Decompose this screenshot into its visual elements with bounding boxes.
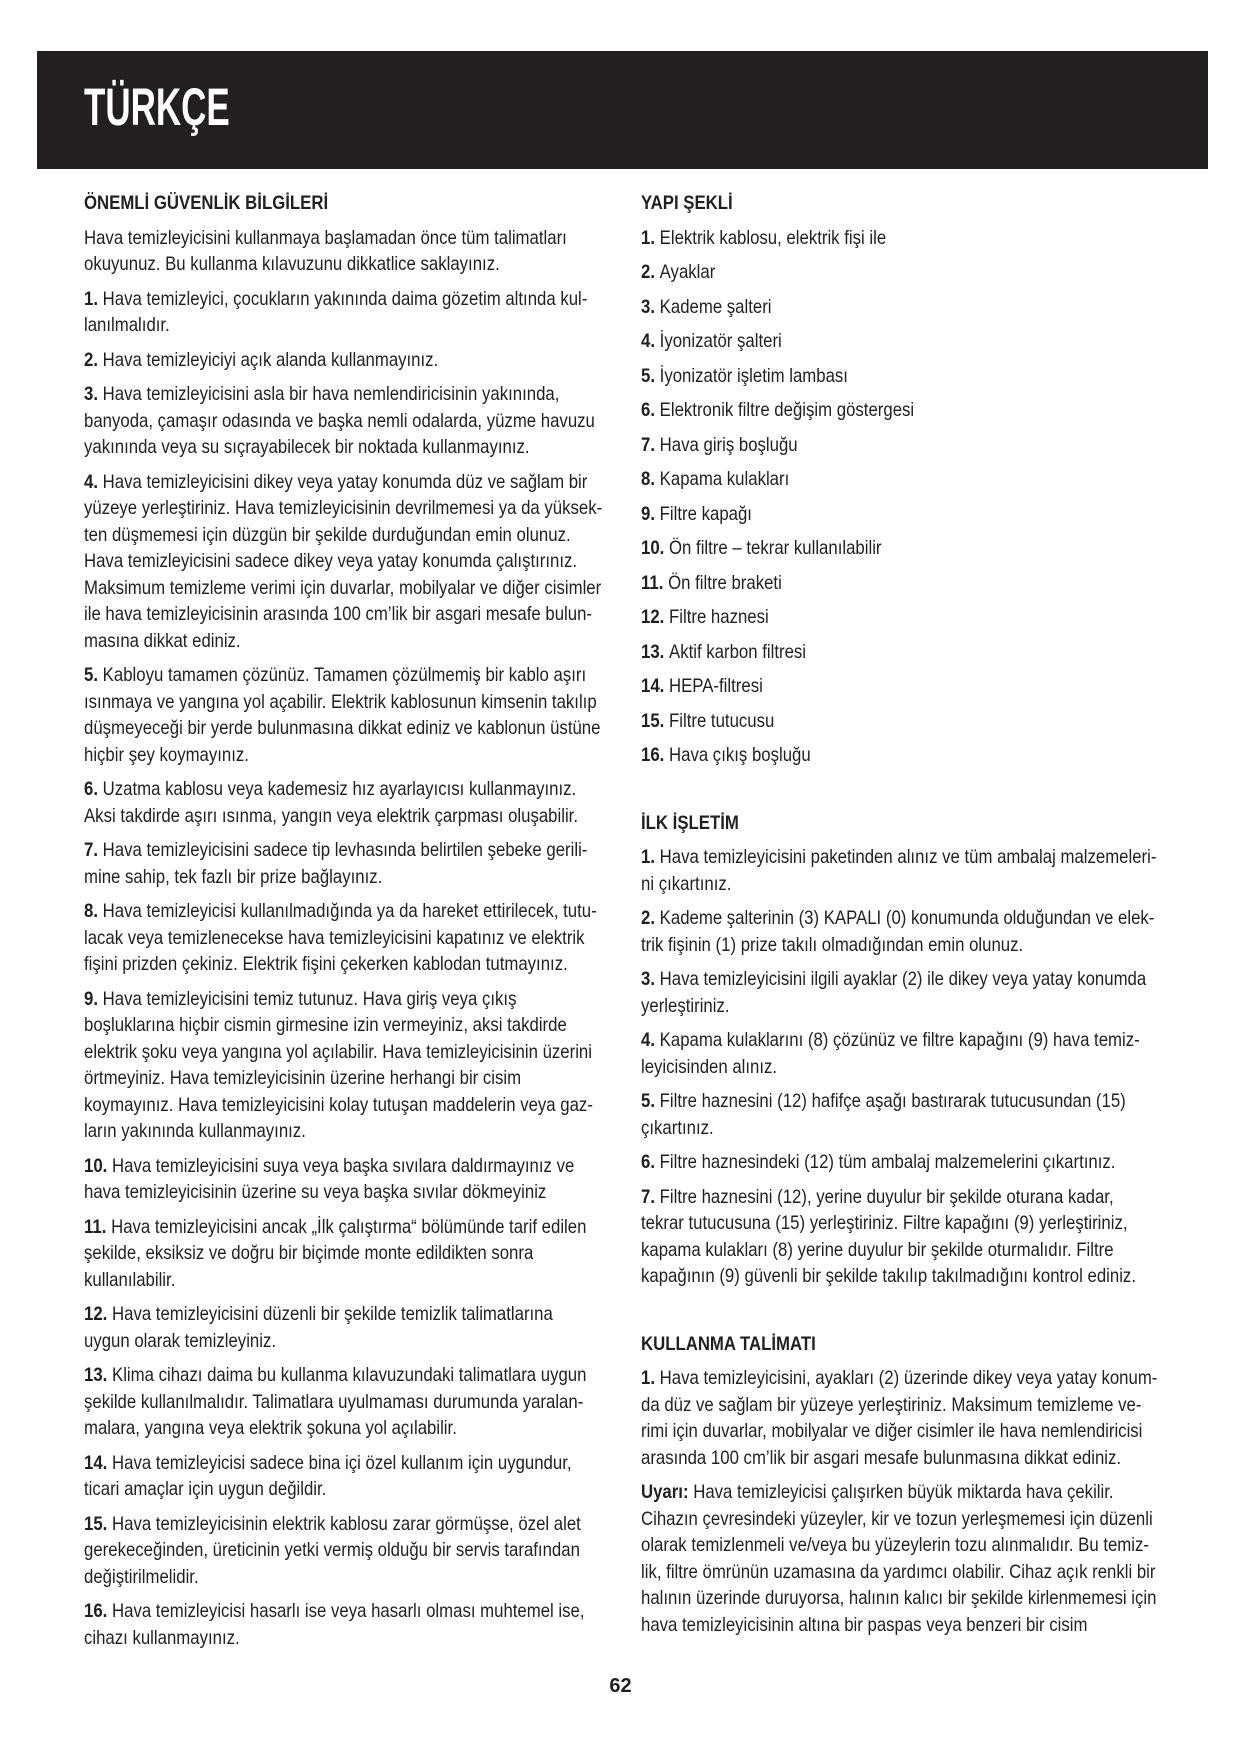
right-column [641,190,1201,1638]
item-number: 10. [84,1154,108,1177]
line-text: lacak veya temizlenecekse hava temizleyicisini kapatınız ve elektrik [84,926,585,949]
operating-instructions-section [641,1331,1201,1639]
text-line [84,986,548,1013]
item-number: 6. [641,1151,655,1173]
text-line [641,1263,1136,1290]
left-column [84,190,624,1651]
text-line [84,1214,587,1241]
text-line [84,925,585,952]
text-line [84,522,571,549]
text-line [84,1511,581,1538]
first-use-section [641,810,1201,1290]
item-number: 11. [641,571,664,594]
safety-section-heading: ÖNEMLİ GÜVENLİK BİLGİLERİ [84,192,329,214]
list-item [641,673,1201,700]
text-line [84,1450,572,1477]
text-line [641,1088,1126,1115]
item-number: 12. [641,606,665,628]
line-text: ısınmaya ve yangına yol açabilir. Elektrik kablosunun kimsenin takılıp [84,690,597,713]
text-line [84,251,548,278]
text-line [84,1362,587,1389]
line-text: kapama kulakları (8) yerine duyulur bir şekilde oturmalıdır. Filtre [641,1238,1114,1261]
line-text: Kademe şalterinin (3) KAPALI (0) konumunda olduğundan ve elek- [659,907,1155,929]
text-line [84,601,592,628]
line-text: Elektrik kablosu, elektrik fişi ile [659,226,887,249]
line-text: Hava temizleyici, çocukların yakınında daima gözetim altında kul- [102,287,588,310]
line-text: tekrar tutucusuna (15) yerleştiriniz. Filtre kapağını (9) yerleştiriniz, [641,1212,1128,1234]
line-text: Hava temizleyicisi hasarlı ise veya hasarlı olması muhtemel ise, [112,1600,585,1622]
list-item [641,708,1201,735]
list-item [641,1365,1201,1471]
text-line [84,1012,567,1039]
item-number: 4. [84,470,98,493]
line-text: Hava temizleyicisini sadece dikey veya yatay konumda çalıştırınız. [84,550,578,572]
text-line [84,1389,584,1416]
line-text: şekilde kullanılmalıdır. Talimatlara uyulmaması durumunda yaralan- [84,1390,584,1413]
text-line [84,1476,548,1503]
text-line [84,225,567,252]
line-text: Elektronik filtre değişim göstergesi [659,399,915,421]
line-text: Hava temizleyicisini ilgili ayaklar (2) ile dikey veya yatay konumda [659,968,1147,990]
text-line [641,673,1123,700]
safety-instruction [84,225,624,278]
text-line [84,1301,553,1328]
text-line [84,1415,548,1442]
text-line [84,951,568,978]
line-text: Hava temizleyicisi kullanılmadığında ya da hareket ettirilecek, tutu- [102,900,597,922]
text-line [84,715,601,742]
line-text: örtmeyiniz. Hava temizleyicisinin üzerine herhangi bir cisim [84,1067,522,1089]
text-line [641,1506,1153,1533]
line-text: İyonizatör şalteri [659,330,782,352]
text-line [84,1179,548,1206]
text-line [641,1210,1128,1237]
text-line [84,628,548,655]
text-line [84,837,588,864]
text-line [84,408,595,435]
text-line [84,434,548,461]
safety-instruction [84,776,624,829]
text-line [641,1365,1158,1392]
text-line [641,1237,1123,1264]
text-line [84,575,602,602]
item-number: 2. [84,348,98,371]
text-line [641,1418,1143,1445]
list-item [641,225,1201,252]
line-text: malara, yangına veya elektrik şokuna yol açılabilir. [84,1417,457,1439]
item-number: 14. [641,675,665,697]
text-line [84,1153,575,1180]
text-line [641,932,1123,959]
safety-instruction [84,837,624,890]
language-header-bar [37,51,1208,169]
line-text: halının üzerinde duruyorsa, halının kalıcı bir şekilde kirlenmemesi için [641,1587,1157,1609]
text-line [641,1027,1140,1054]
line-text: banyoda, çamaşır odasında ve başka nemli odalarda, yüzme havuzu [84,409,595,432]
text-line [84,776,577,803]
line-text: Kabloyu tamamen çözünüz. Tamamen çözülmemiş bir kablo aşırı [102,664,587,686]
line-text: Filtre haznesini (12) hafifçe aşağı bastırarak tutucusundan (15) [659,1090,1126,1112]
line-text: olarak temizlenmeli ve/veya bu yüzeylerin tozu alınmalıdır. Bu temiz- [641,1534,1149,1556]
text-line [641,844,1157,871]
line-text: Uzatma kablosu veya kademesiz hız ayarlayıcısı kullanmayınız. [102,778,577,800]
line-text: Hava temizleyicisini dikey veya yatay konumda düz ve sağlam bir [102,470,588,493]
line-text: Hava temizleyicisini temiz tutunuz. Hava giriş veya çıkış [102,987,517,1010]
item-number: 5. [641,1090,655,1112]
item-number: 9. [641,502,655,525]
line-text: Hava temizleyicisini düzenli bir şekilde temizlik talimatlarına [112,1303,553,1325]
text-line [84,1092,593,1119]
line-text: hava temizleyicisinin altına bir paspas veya benzeri bir cisim [641,1613,1088,1636]
item-number: 1. [641,846,655,868]
item-number: 2. [641,907,655,929]
line-text: Hava temizleyiciyi açık alanda kullanmayınız. [102,348,439,371]
text-line [641,501,1123,528]
text-line [84,1328,548,1355]
text-line [84,1267,548,1294]
line-text: trik fişinin (1) prize takılı olmadığından emin olunuz. [641,933,1024,956]
list-item [641,535,1201,562]
safety-instruction [84,1450,624,1503]
line-text: ticari amaçlar için uygun değildir. [84,1478,327,1500]
item-number: 15. [641,709,665,732]
item-number: 5. [641,364,655,387]
safety-instruction [84,1511,624,1591]
text-line [641,328,1123,355]
list-item [641,397,1201,424]
warning-label: Uyarı: [641,1481,689,1503]
text-line [641,225,1123,252]
text-line [641,294,1123,321]
line-text: Filtre kapağı [659,502,752,525]
text-line [641,742,1123,769]
text-line [641,259,1123,286]
text-line [84,898,597,925]
text-line [84,548,578,575]
line-text: uygun olarak temizleyiniz. [84,1329,277,1352]
section-heading: YAPI ŞEKLİ [641,192,733,214]
item-number: 6. [641,399,655,421]
item-number: 4. [641,1029,655,1051]
text-line [641,993,1123,1020]
list-item [641,294,1201,321]
list-item [641,328,1201,355]
text-line [641,1392,1142,1419]
list-item [641,570,1201,597]
line-text: İyonizatör işletim lambası [659,364,848,387]
text-line [84,1625,548,1652]
line-text: düşmeyeceği bir yerde bulunmasına dikkat ediniz ve kablonun üstüne [84,717,601,739]
line-text: Ön filtre braketi [668,571,782,594]
list-item [641,905,1201,958]
line-text: da düz ve sağlam bir yüzeye yerleştiriniz. Maksimum temizleme ve- [641,1393,1142,1416]
line-text: Filtre haznesi [669,606,769,628]
line-text: koymayınız. Hava temizleyicisini kolay tutuşan maddelerin veya gaz- [84,1093,593,1116]
line-text: yüzeye yerleştiriniz. Hava temizleyicisinin devrilmemesi ya da yüksek- [84,497,603,519]
text-line [641,1445,1123,1472]
line-text: Aktif karbon filtresi [669,640,807,663]
text-line [641,639,1123,666]
line-text: ni çıkartınız. [641,872,732,895]
item-number: 14. [84,1451,108,1474]
text-line [641,1054,1123,1081]
item-number: 5. [84,664,98,686]
text-line [641,363,1123,390]
safety-instruction [84,1153,624,1206]
line-text: arasında 100 cm’lik bir asgari mesafe bulunmasına dikkat ediniz. [641,1446,1122,1469]
line-text: Ön filtre – tekrar kullanılabilir [669,537,882,559]
line-text: rimi için duvarlar, mobilyalar ve diğer cisimler ile hava nemlendiricisi [641,1420,1143,1442]
list-item [641,1184,1201,1290]
item-number: 9. [84,987,98,1010]
line-text: Hava temizleyicisini, ayakları (2) üzerinde dikey veya yatay konum- [659,1367,1158,1389]
section-items [641,844,1201,1290]
text-line [641,466,1123,493]
line-text: Hava temizleyicisini suya veya başka sıvılara daldırmayınız ve [112,1154,575,1177]
line-text: cihazı kullanmayınız. [84,1626,240,1649]
line-text: yerleştiriniz. [641,994,730,1017]
text-line [641,905,1155,932]
text-line [84,1118,548,1145]
text-line [641,708,1123,735]
line-text: Filtre haznesindeki (12) tüm ambalaj malzemelerini çıkartınız. [659,1151,1116,1173]
line-text: gerekeceğinden, üreticinin yetki vermiş olduğu bir servis tarafından [84,1539,580,1561]
item-number: 13. [641,640,665,663]
text-line [84,495,603,522]
line-text: hiçbir şey koymayınız. [84,743,249,766]
item-number: 10. [641,537,665,559]
text-line [641,1479,1123,1506]
line-text: Hava temizleyicisi çalışırken büyük miktarda hava çekilir. [693,1481,1114,1503]
item-number: 2. [641,261,655,283]
list-item [641,966,1201,1019]
line-text: ten düşmemesi için düzgün bir şekilde durduğundan emin olunuz. [84,523,571,546]
list-item [641,1088,1201,1141]
list-item [641,1027,1201,1080]
line-text: elektrik şoku veya yangına yol açılabilir. Hava temizleyicisinin üzerini [84,1040,592,1063]
line-text: ların yakınında kullanmayınız. [84,1120,306,1142]
line-text: Kademe şalteri [659,295,772,318]
line-text: Filtre haznesini (12), yerine duyulur bir şekilde oturana kadar, [659,1185,1114,1208]
safety-instruction [84,986,624,1145]
text-line [641,397,1123,424]
text-line [641,1149,1123,1176]
text-line [84,312,548,339]
text-line [84,662,587,689]
text-line [84,803,578,830]
item-number: 13. [84,1364,108,1386]
text-line [84,864,548,891]
line-text: lik, filtre ömrünün uzamasına da yardımcı olabilir. Cihaz açık renkli bir [641,1560,1156,1583]
safety-instruction [84,347,624,374]
line-text: Hava temizleyicisi sadece bina içi özel kullanım için uygundur, [112,1451,572,1474]
line-text: ile hava temizleyicisinin arasında 100 cm’lik bir asgari mesafe bulun- [84,603,592,625]
page-number: 62 [609,1675,632,1697]
text-line [84,742,548,769]
text-line [84,1537,580,1564]
list-item [641,1149,1201,1176]
text-line [641,1184,1123,1211]
text-line [84,381,560,408]
section-heading: İLK İŞLETİM [641,811,739,834]
item-number: 16. [641,744,665,766]
item-number: 16. [84,1600,108,1622]
safety-instruction [84,1301,624,1354]
text-line [641,1115,1123,1142]
item-number: 6. [84,778,98,800]
item-number: 4. [641,330,655,352]
line-text: lanılmalıdır. [84,314,170,336]
line-text: Maksimum temizleme verimi için duvarlar, mobilyalar ve diğer cisimler [84,576,602,599]
item-number: 8. [84,900,98,922]
line-text: Kapama kulaklarını (8) çözünüz ve filtre kapağını (9) hava temiz- [659,1029,1140,1051]
text-line [641,1559,1156,1586]
line-text: Ayaklar [659,261,716,283]
list-item [641,1479,1201,1638]
list-item [641,742,1201,769]
item-number: 7. [641,433,655,456]
item-number: 3. [84,383,98,405]
item-number: 3. [641,968,655,990]
text-line [84,1039,592,1066]
line-text: Hava temizleyicisini kullanmaya başlamadan önce tüm talimatları [84,226,567,249]
line-text: Klima cihazı daima bu kullanma kılavuzundaki talimatlara uygun [112,1364,587,1386]
line-text: Cihazın çevresindeki yüzeyler, kir ve tozun yerleşmemesi için düzenli [641,1507,1153,1530]
item-number: 8. [641,468,655,490]
item-number: 12. [84,1303,108,1325]
text-line [641,871,1123,898]
parts-list-section [641,190,1201,769]
item-number: 7. [84,839,98,861]
line-text: HEPA-filtresi [669,675,763,697]
text-line [84,347,548,374]
text-line [641,966,1147,993]
text-line [84,689,597,716]
line-text: Hava çıkış boşluğu [669,744,811,766]
safety-instruction [84,1598,624,1651]
line-text: Kapama kulakları [659,468,790,490]
text-line [641,432,1123,459]
line-text: masına dikkat ediniz. [84,629,241,652]
text-line [641,604,1123,631]
safety-instruction [84,469,624,655]
item-number: 1. [641,1367,655,1389]
section-items [641,225,1201,769]
list-item [641,501,1201,528]
list-item [641,259,1201,286]
item-number: 15. [84,1512,108,1535]
list-item [641,639,1201,666]
text-line [84,1564,548,1591]
line-text: Hava temizleyicisini asla bir hava nemlendiricisinin yakınında, [102,383,560,405]
line-text: çıkartınız. [641,1116,714,1139]
list-item [641,432,1201,459]
list-item [641,844,1201,897]
safety-instruction [84,1214,624,1294]
list-item [641,363,1201,390]
list-item [641,466,1201,493]
line-text: Hava temizleyicisinin elektrik kablosu zarar görmüşse, özel alet [112,1512,581,1535]
text-line [84,1065,548,1092]
text-line [84,286,588,313]
section-items [641,1365,1201,1638]
line-text: leyicisinden alınız. [641,1055,778,1078]
text-line [641,1532,1149,1559]
line-text: Hava temizleyicisini ancak „İlk çalıştırma“ bölümünde tarif edilen [111,1215,587,1238]
text-line [84,1598,585,1625]
line-text: şekilde, eksiksiz ve doğru bir biçimde monte edildikten sonra [84,1242,534,1264]
text-line [641,570,1123,597]
language-title: TÜRKÇE [84,78,230,137]
item-number: 11. [84,1215,107,1238]
safety-instruction [84,898,624,978]
item-number: 1. [84,287,98,310]
text-line [84,1240,548,1267]
text-line [84,469,588,496]
safety-instruction [84,381,624,461]
line-text: yakınında veya su sıçrayabilecek bir noktada kullanmayınız. [84,436,530,458]
safety-instruction [84,286,624,339]
line-text: okuyunuz. Bu kullanma kılavuzunu dikkatlice saklayınız. [84,253,500,275]
item-number: 3. [641,295,655,318]
text-line [641,535,1123,562]
line-text: fişini prizden çekiniz. Elektrik fişini çekerken kablodan tutmayınız. [84,953,568,975]
list-item [641,604,1201,631]
safety-instruction [84,1362,624,1442]
line-text: Filtre tutucusu [669,709,775,732]
line-text: kapağının (9) güvenli bir şekilde takılıp takılmadığını kontrol ediniz. [641,1265,1136,1287]
line-text: Hava giriş boşluğu [659,433,798,456]
text-line [641,1612,1123,1639]
line-text: boşluklarına hiçbir cismin girmesine izin vermeyiniz, aksi takdirde [84,1014,567,1036]
item-number: 7. [641,1185,655,1208]
line-text: mine sahip, tek fazlı bir prize bağlayınız. [84,865,383,888]
line-text: değiştirilmelidir. [84,1565,199,1588]
section-heading: KULLANMA TALİMATI [641,1332,816,1355]
item-number: 1. [641,226,655,249]
line-text: Hava temizleyicisini sadece tip levhasında belirtilen şebeke gerili- [102,839,588,861]
line-text: Aksi takdirde aşırı ısınma, yangın veya elektrik çarpması oluşabilir. [84,804,578,827]
line-text: Hava temizleyicisini paketinden alınız ve tüm ambalaj malzemeleri- [659,846,1157,868]
line-text: kullanılabilir. [84,1268,176,1291]
safety-instruction [84,662,624,768]
safety-instructions-list [84,225,624,1652]
line-text: hava temizleyicisinin üzerine su veya başka sıvılar dökmeyiniz [84,1181,547,1203]
text-line [641,1585,1157,1612]
